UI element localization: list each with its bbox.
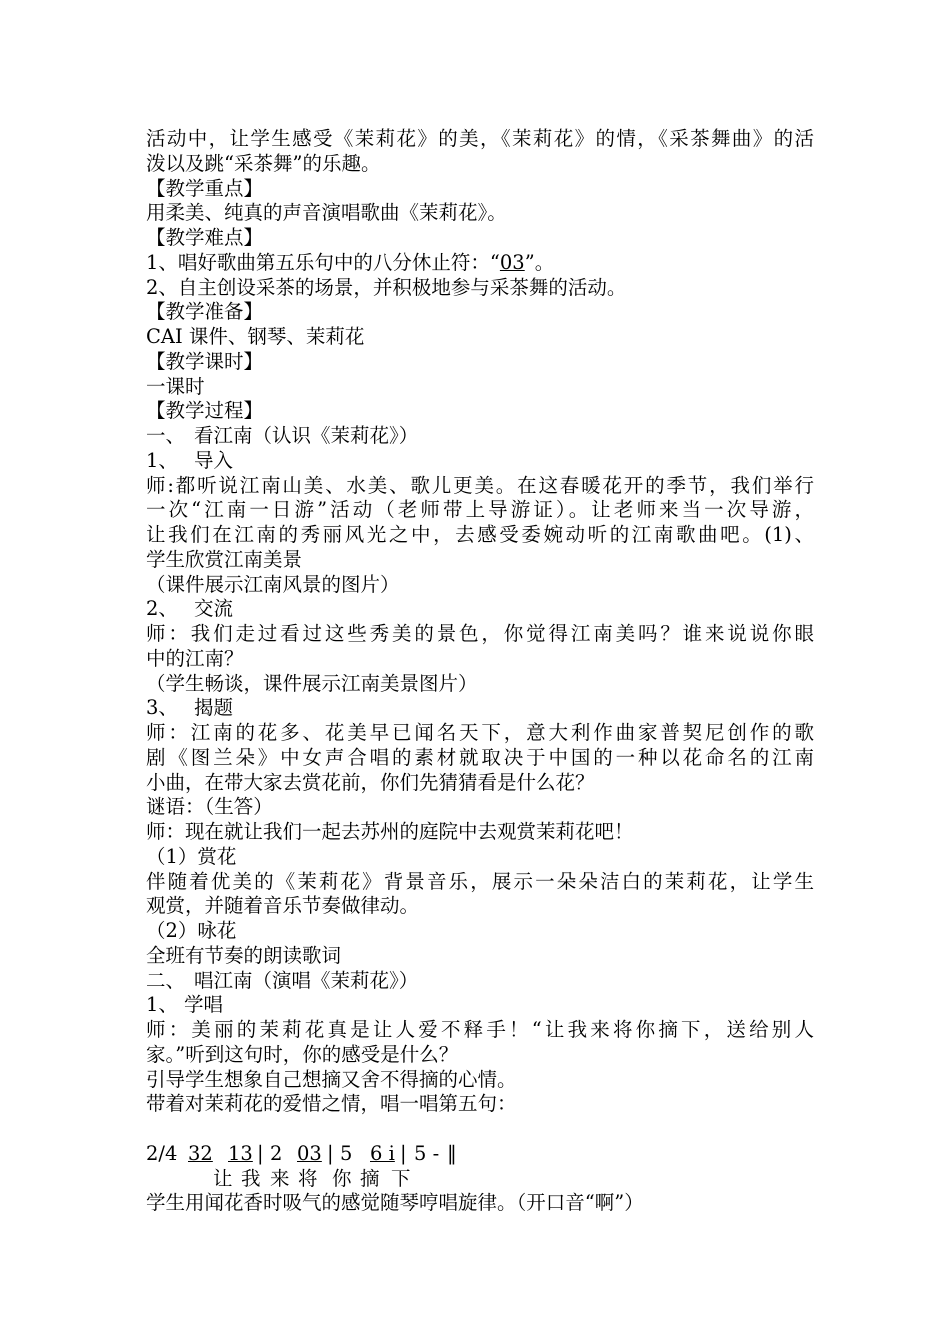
text-line xyxy=(146,300,814,325)
line-text: 用柔美、纯真的声音演唱歌曲《茉莉花》。 xyxy=(146,201,507,225)
text-line xyxy=(146,399,814,424)
notation-item: 2 xyxy=(270,1141,283,1165)
notation-item: 32 xyxy=(188,1141,213,1165)
text-line xyxy=(146,795,814,820)
lyric-char: 来 xyxy=(270,1166,290,1190)
text-line xyxy=(146,944,814,969)
list-number: 1、 xyxy=(146,993,178,1017)
lyric-char: 你 xyxy=(332,1166,352,1190)
line-text: 师：现在就让我们一起去苏州的庭院中去观赏茉莉花吧！ xyxy=(146,820,634,843)
line-text: （课件展示江南风景的图片） xyxy=(146,572,400,596)
text-line xyxy=(146,919,814,944)
text-line xyxy=(146,424,814,449)
line-text: 师：江南的花多、花美早已闻名天下，意大利作曲家普契尼创作的歌 xyxy=(146,721,814,744)
notation-item: 13 xyxy=(228,1141,253,1165)
text-line xyxy=(146,523,814,548)
list-number: 一、 xyxy=(146,424,186,447)
text-line xyxy=(146,622,814,647)
text-line xyxy=(146,1043,814,1068)
notation-item: | xyxy=(257,1141,264,1165)
text-line xyxy=(146,276,814,301)
line-text: 【教学课时】 xyxy=(146,349,264,373)
line-text: 谜语：（生答） xyxy=(146,795,273,819)
line-text: 中的江南？ xyxy=(146,646,244,670)
line-text: 【教学难点】 xyxy=(146,226,264,249)
line-text: 观赏，并随着音乐节奏做律动。 xyxy=(146,894,420,918)
notation-item: 6 i xyxy=(370,1141,395,1165)
text-line xyxy=(146,1092,814,1117)
text-line xyxy=(146,993,814,1018)
text-line xyxy=(146,1018,814,1043)
list-text: 交流 xyxy=(194,597,234,621)
text-line xyxy=(146,820,814,845)
text-line xyxy=(146,350,814,375)
document-page xyxy=(146,127,814,1216)
lyric-char: 将 xyxy=(298,1166,318,1190)
text-line xyxy=(146,1068,814,1093)
line-text: 引导学生想象自己想摘又舍不得摘的心情。 xyxy=(146,1067,517,1091)
notation-item: 2/4 xyxy=(146,1141,178,1165)
lyrics-line xyxy=(146,1167,814,1192)
text-line xyxy=(146,498,814,523)
line-text: 小曲，在带大家去赏花前，你们先猜猜看是什么花？ xyxy=(146,770,595,794)
line-text: （1）赏花 xyxy=(146,844,237,868)
text-line xyxy=(146,721,814,746)
line-text: 师：美丽的茉莉花真是让人爱不释手！“让我来将你摘下，送给别人 xyxy=(146,1018,814,1041)
music-notation xyxy=(146,1142,814,1167)
text-line xyxy=(146,870,814,895)
line-text: 带着对茉莉花的爱惜之情，唱一唱第五句： xyxy=(146,1092,517,1116)
line-text: 伴随着优美的《茉莉花》背景音乐，展示一朵朵洁白的茉莉花，让学生 xyxy=(146,869,814,893)
lyric-char: 摘 xyxy=(360,1166,380,1190)
line-text: 让我们在江南的秀丽风光之中，去感受委婉动听的江南歌曲吧。(1)、 xyxy=(146,523,814,546)
notation-item: | xyxy=(327,1141,334,1165)
list-text: 唱江南（演唱《茉莉花》） xyxy=(194,968,419,992)
text-line xyxy=(146,548,814,573)
line-text: （学生畅谈，课件展示江南美景图片） xyxy=(146,671,478,695)
text-line xyxy=(146,597,814,622)
line-text: 2、自主创设采茶的场景，并积极地参与采茶舞的活动。 xyxy=(146,275,627,299)
text-line xyxy=(146,647,814,672)
line-text: 剧《图兰朵》中女声合唱的素材就取决于中国的一种以花命名的江南 xyxy=(146,745,814,769)
text-line xyxy=(146,449,814,474)
line-text: 【教学准备】 xyxy=(146,300,264,324)
text-line xyxy=(146,474,814,499)
text-line xyxy=(146,845,814,870)
lyric-char: 我 xyxy=(241,1166,261,1190)
text-line xyxy=(146,177,814,202)
notation-item: 03 xyxy=(297,1141,322,1165)
line-text: 学生用闻花香时吸气的感觉随琴哼唱旋律。（开口音“啊”） xyxy=(146,1191,644,1215)
line-text: 泼以及跳“采茶舞”的乐趣。 xyxy=(146,151,381,175)
list-number: 二、 xyxy=(146,968,186,992)
list-number: 1、 xyxy=(146,448,178,472)
line-text-after: ”。 xyxy=(524,250,555,274)
line-text: 全班有节奏的朗读歌词 xyxy=(146,943,342,967)
line-text: （2）咏花 xyxy=(146,919,237,942)
line-text: 一次“江南一日游”活动（老师带上导游证）。让老师来当一次导游， xyxy=(146,498,814,522)
notation-item: 5 xyxy=(340,1141,353,1165)
list-text: 看江南（认识《茉莉花》） xyxy=(194,424,419,447)
text-line xyxy=(146,152,814,177)
text-line xyxy=(146,672,814,697)
text-line xyxy=(146,1191,814,1216)
text-line xyxy=(146,251,814,276)
notation-item: ‖ xyxy=(447,1141,457,1165)
line-text: 活动中，让学生感受《茉莉花》的美，《茉莉花》的情，《采茶舞曲》的活 xyxy=(146,127,814,150)
line-text: 【教学重点】 xyxy=(146,176,264,200)
text-line xyxy=(146,746,814,771)
notation-item: 5 - xyxy=(414,1141,440,1165)
blank-line xyxy=(146,1117,814,1142)
text-line xyxy=(146,375,814,400)
list-number: 3、 xyxy=(146,696,178,720)
line-text: 师：我们走过看过这些秀美的景色，你觉得江南美吗？谁来说说你眼 xyxy=(146,622,814,645)
list-text: 揭题 xyxy=(194,696,234,720)
text-line xyxy=(146,894,814,919)
line-text: 【教学过程】 xyxy=(146,399,264,423)
line-text: 一课时 xyxy=(146,374,205,398)
list-number: 2、 xyxy=(146,597,178,621)
line-text: CAI 课件、钢琴、茉莉花 xyxy=(146,325,365,348)
text-line xyxy=(146,771,814,796)
list-text: 学唱 xyxy=(184,993,224,1017)
text-line xyxy=(146,696,814,721)
underlined-notation: 03 xyxy=(499,250,525,274)
line-text: 学生欣赏江南美景 xyxy=(146,547,303,571)
text-line xyxy=(146,325,814,350)
lyric-char: 让 xyxy=(213,1166,233,1190)
text-line xyxy=(146,573,814,598)
line-text: 家。”听到这句时，你的感受是什么？ xyxy=(146,1042,459,1066)
text-line xyxy=(146,969,814,994)
list-text: 导入 xyxy=(194,448,234,472)
text-line xyxy=(146,127,814,152)
line-text: 1、唱好歌曲第五乐句中的八分休止符：“ xyxy=(146,250,500,274)
text-line xyxy=(146,226,814,251)
lyric-char: 下 xyxy=(391,1166,411,1190)
line-text: 师:都听说江南山美、水美、歌儿更美。在这春暖花开的季节，我们举行 xyxy=(146,473,814,497)
notation-item: | xyxy=(400,1141,407,1165)
text-line xyxy=(146,201,814,226)
